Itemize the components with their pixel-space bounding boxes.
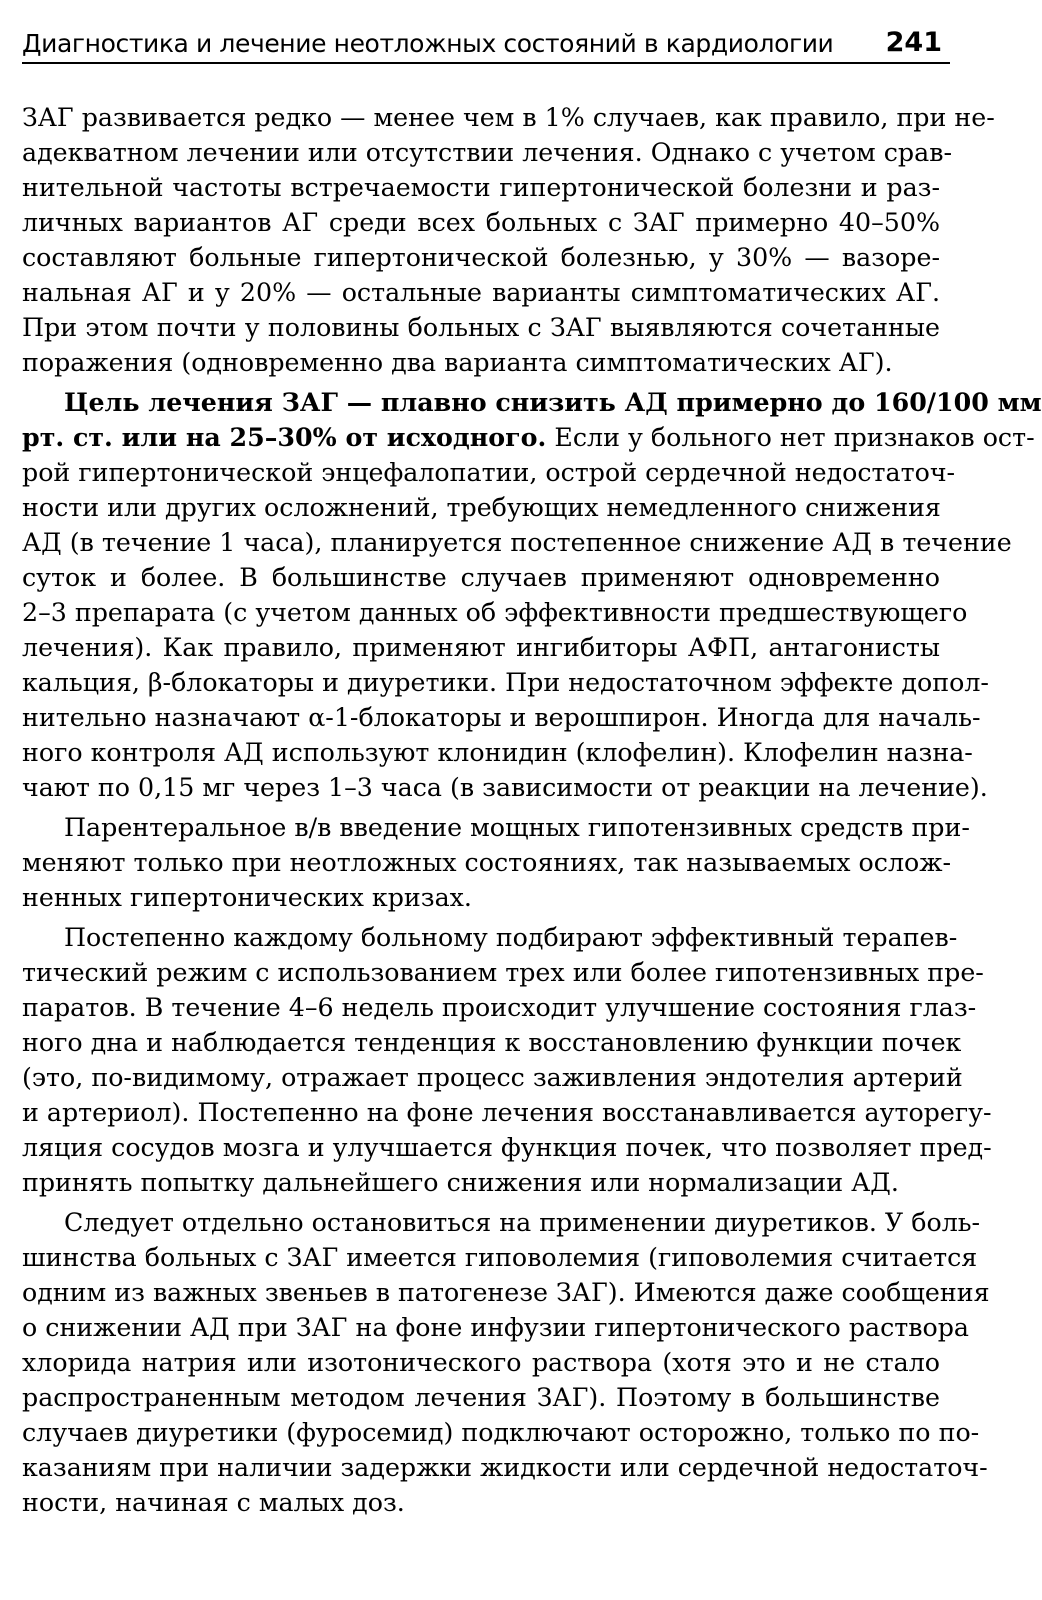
text-line <box>22 385 1042 420</box>
text-line: распространенным методом лечения ЗАГ). Поэтому в большинстве <box>22 1383 940 1412</box>
running-header <box>22 22 950 64</box>
text-line: нальная АГ и у 20% — остальные варианты симптоматических АГ. <box>22 278 940 307</box>
text-line: ляция сосудов мозга и улучшается функция почек, что позволяет пред- <box>22 1133 992 1162</box>
paragraph-2 <box>22 385 1042 805</box>
body-text <box>22 100 1042 1520</box>
text-line: суток и более. В большинстве случаев применяют одновременно <box>22 563 940 592</box>
paragraph-4 <box>22 920 992 1200</box>
text-line: о снижении АД при ЗАГ на фоне инфузии гипертонического раствора <box>22 1313 970 1342</box>
text-line: ЗАГ развивается редко — менее чем в 1% случаев, как правило, при не- <box>22 103 995 132</box>
text-line: шинства больных с ЗАГ имеется гиповолемия (гиповолемия считается <box>22 1243 978 1272</box>
text-line: нительной частоты встречаемости гипертонической болезни и раз- <box>22 173 940 202</box>
text-line: ности или других осложнений, требующих немедленного снижения <box>22 493 941 522</box>
text-line <box>22 420 1035 455</box>
text-line: 2–3 препарата (с учетом данных об эффективности предшествующего <box>22 598 968 627</box>
text-line: (это, по-видимому, отражает процесс заживления эндотелия артерий <box>22 1063 963 1092</box>
text-line: личных вариантов АГ среди всех больных с ЗАГ примерно 40–50% <box>22 208 940 237</box>
text-line: хлорида натрия или изотонического раствора (хотя это и не стало <box>22 1348 940 1377</box>
text-line: паратов. В течение 4–6 недель происходит улучшение состояния глаз- <box>22 993 977 1022</box>
treatment-goal-bold: Цель лечения ЗАГ — плавно снизить АД примерно до 160/100 мм <box>64 387 1042 417</box>
text-line: При этом почти у половины больных с ЗАГ выявляются сочетанные <box>22 313 940 342</box>
text-line: ности, начиная с малых доз. <box>22 1488 405 1517</box>
text-line: ненных гипертонических кризах. <box>22 883 472 912</box>
paragraph-3 <box>22 810 970 915</box>
text-run: Если у больного нет признаков ост- <box>546 423 1035 452</box>
text-line: Следует отдельно остановиться на применении диуретиков. У боль- <box>64 1208 981 1237</box>
text-line: адекватном лечении или отсутствии лечения. Однако с учетом срав- <box>22 138 952 167</box>
text-line: поражения (одновременно два варианта симптоматических АГ). <box>22 348 893 377</box>
text-line: Парентеральное в/в введение мощных гипотензивных средств при- <box>64 813 970 842</box>
text-line: рой гипертонической энцефалопатии, острой сердечной недостаточ- <box>22 458 956 487</box>
treatment-goal-bold-end: рт. ст. или на 25–30% от исходного. <box>22 422 547 452</box>
text-line: нительно назначают α-1-блокаторы и верошпирон. Иногда для началь- <box>22 703 981 732</box>
paragraph-5 <box>22 1205 990 1520</box>
text-line: лечения). Как правило, применяют ингибиторы АФП, антагонисты <box>22 633 940 662</box>
paragraph-1 <box>22 100 995 380</box>
page-number: 241 <box>885 27 942 58</box>
text-line: казаниям при наличии задержки жидкости или сердечной недостаточ- <box>22 1453 988 1482</box>
header-title: Диагностика и лечение неотложных состояний в кардиологии <box>22 29 834 58</box>
text-line: и артериол). Постепенно на фоне лечения восстанавливается ауторегу- <box>22 1098 992 1127</box>
text-line: ного контроля АД используют клонидин (клофелин). Клофелин назна- <box>22 738 973 767</box>
text-line: меняют только при неотложных состояниях, так называемых ослож- <box>22 848 952 877</box>
text-line: кальция, β-блокаторы и диуретики. При недостаточном эффекте допол- <box>22 668 989 697</box>
text-line: Постепенно каждому больному подбирают эффективный терапев- <box>64 923 958 952</box>
text-line: одним из важных звеньев в патогенезе ЗАГ). Имеются даже сообщения <box>22 1278 990 1307</box>
text-line: случаев диуретики (фуросемид) подключают осторожно, только по по- <box>22 1418 980 1447</box>
text-line: принять попытку дальнейшего снижения или нормализации АД. <box>22 1168 899 1197</box>
text-line: ного дна и наблюдается тенденция к восстановлению функции почек <box>22 1028 962 1057</box>
text-line: чают по 0,15 мг через 1–3 часа (в зависимости от реакции на лечение). <box>22 773 988 802</box>
text-line: тический режим с использованием трех или более гипотензивных пре- <box>22 958 984 987</box>
text-line: составляют больные гипертонической болезнью, у 30% — вазоре- <box>22 243 940 272</box>
text-line: АД (в течение 1 часа), планируется постепенное снижение АД в течение <box>22 528 1012 557</box>
